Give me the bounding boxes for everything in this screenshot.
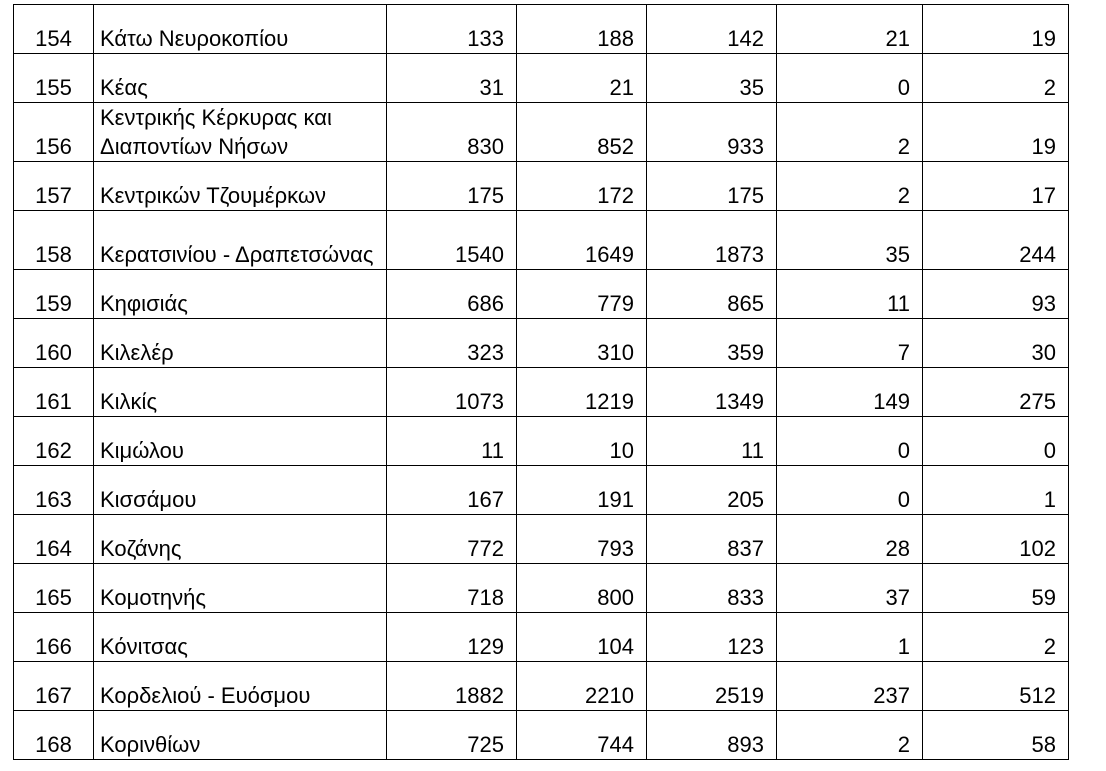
table-row — [14, 211, 1069, 270]
value-col-2: 2210 — [517, 662, 647, 711]
value-col-3: 11 — [647, 417, 777, 466]
value-col-4: 0 — [777, 417, 923, 466]
value-col-2: 10 — [517, 417, 647, 466]
municipality-name: Κηφισιάς — [94, 270, 387, 319]
row-number: 165 — [14, 564, 94, 613]
row-number: 164 — [14, 515, 94, 564]
value-col-2: 188 — [517, 5, 647, 54]
value-col-3: 893 — [647, 711, 777, 760]
value-col-4: 2 — [777, 711, 923, 760]
value-col-3: 933 — [647, 103, 777, 162]
table-row — [14, 466, 1069, 515]
value-col-4: 21 — [777, 5, 923, 54]
value-col-5: 1 — [923, 466, 1069, 515]
row-number: 158 — [14, 211, 94, 270]
value-col-4: 7 — [777, 319, 923, 368]
value-col-5: 512 — [923, 662, 1069, 711]
value-col-2: 1649 — [517, 211, 647, 270]
table-row — [14, 564, 1069, 613]
municipality-table — [13, 4, 1069, 760]
table-row — [14, 5, 1069, 54]
municipality-name: Κάτω Νευροκοπίου — [94, 5, 387, 54]
row-number: 154 — [14, 5, 94, 54]
value-col-1: 1882 — [387, 662, 517, 711]
table-row — [14, 662, 1069, 711]
value-col-4: 0 — [777, 54, 923, 103]
municipality-name: Κεντρικών Τζουμέρκων — [94, 162, 387, 211]
row-number: 167 — [14, 662, 94, 711]
municipality-name: Κομοτηνής — [94, 564, 387, 613]
municipality-name: Κορδελιού - Ευόσμου — [94, 662, 387, 711]
value-col-1: 830 — [387, 103, 517, 162]
value-col-5: 0 — [923, 417, 1069, 466]
table-row — [14, 319, 1069, 368]
value-col-5: 30 — [923, 319, 1069, 368]
value-col-5: 58 — [923, 711, 1069, 760]
value-col-5: 17 — [923, 162, 1069, 211]
value-col-1: 725 — [387, 711, 517, 760]
value-col-2: 191 — [517, 466, 647, 515]
value-col-2: 744 — [517, 711, 647, 760]
municipality-name: Κιλκίς — [94, 368, 387, 417]
value-col-4: 1 — [777, 613, 923, 662]
value-col-1: 167 — [387, 466, 517, 515]
table-row — [14, 417, 1069, 466]
value-col-4: 37 — [777, 564, 923, 613]
municipality-name: Κισσάμου — [94, 466, 387, 515]
municipality-name: Κιμώλου — [94, 417, 387, 466]
row-number: 166 — [14, 613, 94, 662]
value-col-1: 175 — [387, 162, 517, 211]
value-col-1: 686 — [387, 270, 517, 319]
municipality-name: Κόνιτσας — [94, 613, 387, 662]
value-col-3: 35 — [647, 54, 777, 103]
value-col-5: 275 — [923, 368, 1069, 417]
value-col-4: 2 — [777, 103, 923, 162]
value-col-2: 21 — [517, 54, 647, 103]
value-col-3: 1349 — [647, 368, 777, 417]
table-row — [14, 515, 1069, 564]
row-number: 168 — [14, 711, 94, 760]
municipality-name: Κεντρικής Κέρκυρας και Διαποντίων Νήσων — [94, 103, 387, 162]
value-col-4: 2 — [777, 162, 923, 211]
value-col-2: 800 — [517, 564, 647, 613]
value-col-2: 1219 — [517, 368, 647, 417]
table-row — [14, 613, 1069, 662]
value-col-2: 104 — [517, 613, 647, 662]
municipality-name: Κιλελέρ — [94, 319, 387, 368]
value-col-3: 175 — [647, 162, 777, 211]
value-col-2: 172 — [517, 162, 647, 211]
value-col-2: 779 — [517, 270, 647, 319]
municipality-name: Κέας — [94, 54, 387, 103]
value-col-3: 359 — [647, 319, 777, 368]
value-col-1: 11 — [387, 417, 517, 466]
value-col-1: 31 — [387, 54, 517, 103]
value-col-3: 1873 — [647, 211, 777, 270]
value-col-5: 2 — [923, 54, 1069, 103]
value-col-1: 129 — [387, 613, 517, 662]
row-number: 156 — [14, 103, 94, 162]
value-col-1: 772 — [387, 515, 517, 564]
value-col-2: 852 — [517, 103, 647, 162]
value-col-3: 865 — [647, 270, 777, 319]
value-col-4: 35 — [777, 211, 923, 270]
row-number: 160 — [14, 319, 94, 368]
value-col-4: 237 — [777, 662, 923, 711]
table-row — [14, 711, 1069, 760]
value-col-3: 123 — [647, 613, 777, 662]
value-col-5: 102 — [923, 515, 1069, 564]
value-col-3: 142 — [647, 5, 777, 54]
table-row — [14, 368, 1069, 417]
row-number: 161 — [14, 368, 94, 417]
value-col-4: 0 — [777, 466, 923, 515]
value-col-3: 833 — [647, 564, 777, 613]
municipality-name: Κορινθίων — [94, 711, 387, 760]
value-col-1: 718 — [387, 564, 517, 613]
table-row — [14, 54, 1069, 103]
row-number: 159 — [14, 270, 94, 319]
value-col-5: 19 — [923, 5, 1069, 54]
table-row — [14, 103, 1069, 162]
row-number: 157 — [14, 162, 94, 211]
value-col-5: 2 — [923, 613, 1069, 662]
value-col-1: 1540 — [387, 211, 517, 270]
value-col-4: 149 — [777, 368, 923, 417]
row-number: 162 — [14, 417, 94, 466]
value-col-3: 837 — [647, 515, 777, 564]
value-col-4: 28 — [777, 515, 923, 564]
value-col-2: 793 — [517, 515, 647, 564]
table-row — [14, 162, 1069, 211]
value-col-5: 59 — [923, 564, 1069, 613]
row-number: 163 — [14, 466, 94, 515]
municipality-name: Κερατσινίου - Δραπετσώνας — [94, 211, 387, 270]
municipality-name: Κοζάνης — [94, 515, 387, 564]
value-col-1: 323 — [387, 319, 517, 368]
value-col-1: 1073 — [387, 368, 517, 417]
table-row — [14, 270, 1069, 319]
value-col-5: 19 — [923, 103, 1069, 162]
value-col-3: 2519 — [647, 662, 777, 711]
value-col-1: 133 — [387, 5, 517, 54]
value-col-5: 244 — [923, 211, 1069, 270]
value-col-4: 11 — [777, 270, 923, 319]
value-col-2: 310 — [517, 319, 647, 368]
value-col-5: 93 — [923, 270, 1069, 319]
row-number: 155 — [14, 54, 94, 103]
value-col-3: 205 — [647, 466, 777, 515]
